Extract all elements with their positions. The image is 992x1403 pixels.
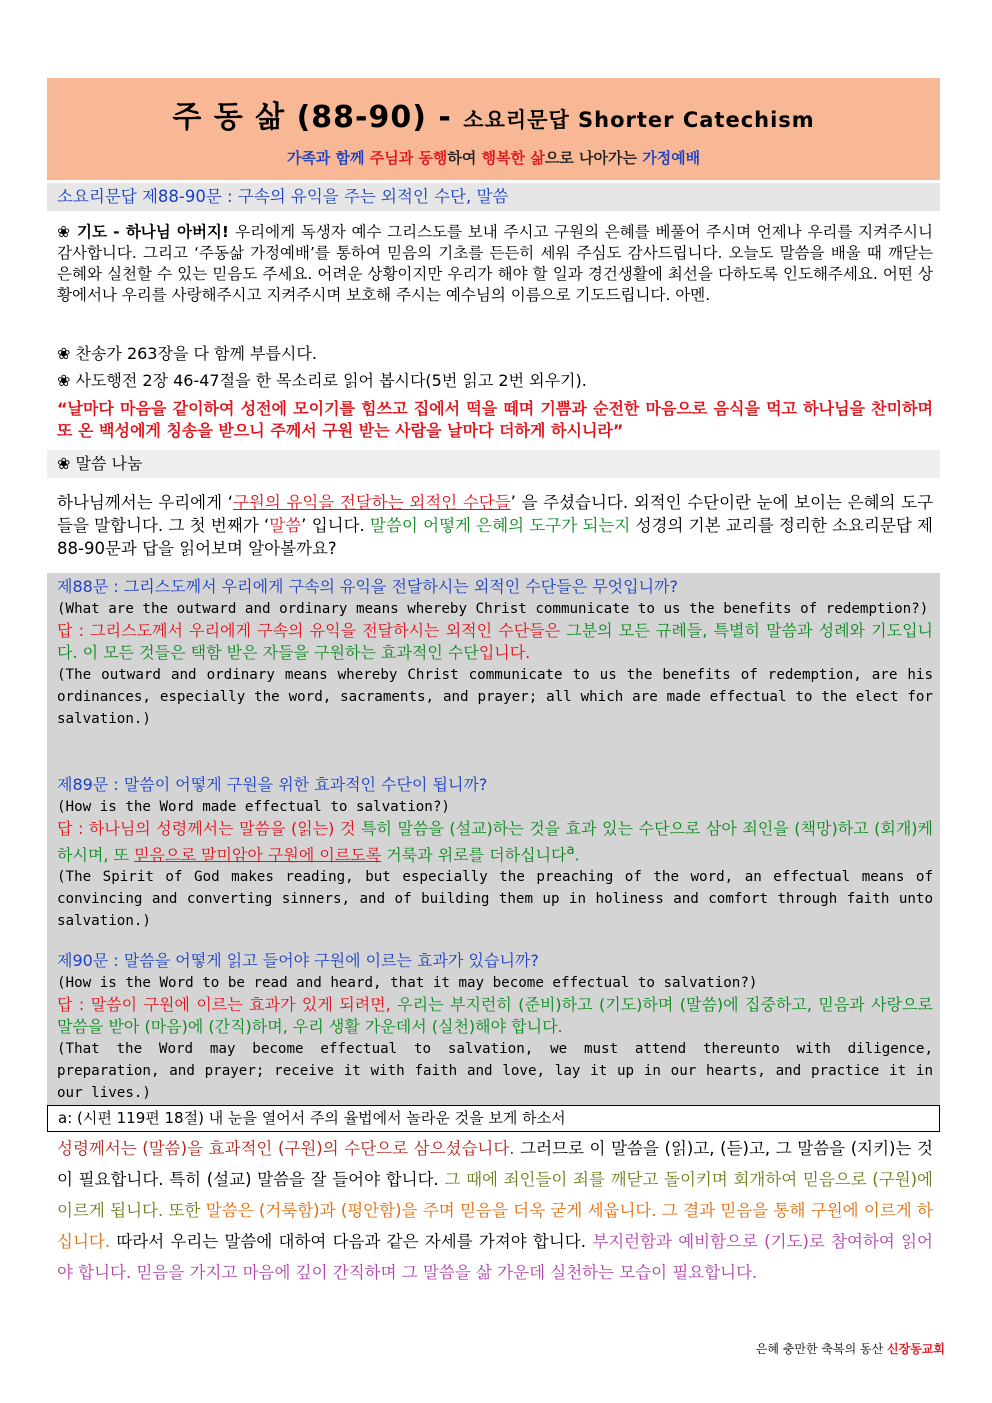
summary-3: 그 때에 죄인들이 죄를 깨닫고 돌이키며 회개하여 믿음으로 (구원)에 이르게 됩니다. 또한 [57,1170,933,1220]
qa-89 [57,774,933,932]
prayer-text: 우리에게 독생자 예수 그리스도를 보내 주시고 구원의 은혜를 베풀어 주시며 언제나 우리를 지켜주시니 감사합니다. 그리고 ‘주동삶 가정예배’를 통하여 믿음의 기초를 든든히 세워 주심도 감사드립니다. 오늘도 말씀을 배울 때 깨닫는 은혜와 실천할 수 있는 믿음도 주세요. 어려운 상황이지만 우리가 해야 할 일과 경건생활에 최선을 다하도록 인도해주세요. 어떤 상황에서나 우리를 사랑해주시고 지켜주시며 보호해 주시는 예수님의 이름으로 기도드립니다. 아멘. [57,223,933,304]
page-header [47,78,940,180]
intro-green: 말씀이 어떻게 은혜의 도구가 되는지 [370,516,631,535]
a89-part-b: 특히 말씀을 (설교)하는 것을 효과 있는 수단으로 삼아 죄인을 (책망)하고 (회개)케 하시며, 또 [57,819,934,865]
church-name: 신장동교회 [887,1342,945,1356]
summary-1: 성령께서는 (말씀)을 효과적인 (구원)의 수단으로 삼으셨습니다. [57,1139,515,1158]
title-main: 주 동 삶 (88-90) - [172,100,464,135]
footer-text: 은혜 충만한 축복의 동산 [755,1342,888,1356]
a89-part-a: 답 : 하나님의 성령께서는 말씀을 (읽는) 것 [57,819,361,838]
flower-bullet-icon: ❀ [57,223,71,241]
a89-answer [57,818,933,866]
a88-green: 그분의 모든 규례들, 특별히 말씀과 성례와 기도입니다. 이 모든 것들은 택함 받은 자들을 구원하는 효과적인 수단 [57,621,933,662]
subtitle-part: 하여 [447,149,482,167]
hymn-line: ❀ 찬송가 263장을 다 함께 부릅시다. [57,344,317,363]
page-title [47,92,940,136]
intro-text-2: ’ 을 주셨습니다. 외적인 수단이란 눈에 보이는 은혜의 도구들을 말합니다. 그 첫 번째가 ‘ [57,493,934,535]
qa-90 [57,950,933,1104]
a90-red: 답 : 말씀이 구원에 이르는 효과가 있게 되려면, [57,995,398,1014]
intro-underline: 구원의 유익을 전달하는 외적인 수단들 [232,493,511,512]
a90-english: (That the Word may become effectual to salvation, we must attend thereunto with diligence, preparation, and prayer; receive it with faith and love, lay it up in our hearts, and practice it in our lives.) [57,1041,933,1101]
scripture-quote: “날마다 마음을 같이하여 성전에 모이기를 힘쓰고 집에서 떡을 떼며 기쁨과 순전한 마음으로 음식을 먹고 하나님을 찬미하며 또 온 백성에게 칭송을 받으니 주께서 구원 받는 사람을 날마다 더하게 하시니라” [57,399,933,440]
footnote: a: (시편 119편 18절) 내 눈을 열어서 주의 율법에서 놀라운 것을 보게 하소서 [47,1105,940,1132]
qa-88 [57,576,933,730]
a89-footnote-mark: a [566,843,575,858]
intro-word: 말씀 [269,516,302,535]
summary-2: 그러므로 이 말씀을 (읽)고, (듣)고, 그 말씀을 (지키)는 것이 필요합니다. 특히 (설교) 말씀을 잘 들어야 합니다. [57,1139,933,1189]
prayer-paragraph [57,222,933,306]
share-title: ❀ 말씀 나눔 [47,450,940,478]
page-footer [756,1340,945,1357]
q89-title: 제89문 : 말씀이 어떻게 구원을 위한 효과적인 수단이 됩니까? [57,775,488,794]
q89-english: (How is the Word made effectual to salvation?) [57,799,450,815]
a89-part-c: 믿음으로 말미암아 구원에 이르도록 [134,845,382,865]
summary-4: 말씀은 (거룩함)과 (평안함)을 주며 믿음을 더욱 굳게 세웁니다. 그 결과 믿음을 통해 구원에 이르게 하십니다. [57,1201,933,1251]
summary-6: 부지런함과 예비함으로 (기도)로 참여하여 읽어야 합니다. 믿음을 가지고 마음에 깊이 간직하며 그 말씀을 삶 가운데 실천하는 모습이 필요합니다. [57,1232,933,1282]
subtitle-part: 으로 나아가는 [544,149,643,167]
intro-text-1: 하나님께서는 우리에게 ‘ [57,493,233,512]
subtitle-part: 가정예배 [642,149,701,167]
prayer-lead: 기도 - 하나님 아버지! [70,223,236,241]
page-subtitle [47,147,940,168]
a89-part-e: . [574,845,580,865]
q88-english: (What are the outward and ordinary means whereby Christ communicate to us the benefits of redemption?) [57,601,929,617]
intro-text-3: ’ 입니다. [301,516,371,535]
a89-english: (The Spirit of God makes reading, but especially the preaching of the word, an effectual means of convincing and converting sinners, and of building them up in holiness and comfort through faith unto salvation.) [57,869,933,930]
a88-answer [57,620,933,664]
intro-paragraph [57,491,933,560]
question-title: 소요리문답 제88-90문 : 구속의 유익을 주는 외적인 수단, 말씀 [47,183,940,211]
subtitle-part: 주님과 동행 [369,149,448,167]
summary-5: 따라서 우리는 말씀에 대하여 다음과 같은 자세를 가져야 합니다. [110,1232,586,1251]
a88-end: 입니다. [478,643,531,662]
q88-title: 제88문 : 그리스도께서 우리에게 구속의 유익을 전달하시는 외적인 수단들은 무엇입니까? [57,577,678,596]
summary-paragraph [57,1133,933,1288]
a89-part-d: 거룩과 위로를 더하십니다 [381,845,567,865]
q90-title: 제90문 : 말씀을 어떻게 읽고 들어야 구원에 이르는 효과가 있습니까? [57,951,539,970]
intro-text-4: 성경의 기본 교리를 정리한 소요리문답 제88-90문과 답을 읽어보며 알아볼까요? [57,516,933,558]
a90-answer [57,994,933,1038]
title-sub: 소요리문답 Shorter Catechism [463,108,815,132]
subtitle-part: 가족과 함께 [286,149,370,167]
a88-red: 답 : 그리스도께서 우리에게 구속의 유익을 전달하시는 외적인 수단들은 [57,621,567,640]
acts-line: ❀ 사도행전 2장 46-47절을 한 목소리로 읽어 봅시다(5번 읽고 2번 외우기). [57,371,587,390]
a88-english: (The outward and ordinary means whereby Christ communicate to us the benefits of redemption, are his ordinances, especially the word, sacraments, and prayer; all which are made effectual to the elect for salvation.) [57,667,933,727]
q90-english: (How is the Word to be read and heard, that it may become effectual to salvation?) [57,975,758,991]
a90-green: 우리는 부지런히 (준비)하고 (기도)하며 (말씀)에 집중하고, 믿음과 사랑으로 말씀을 받아 (마음)에 (간직)하며, 우리 생활 가운데서 (실천)해야 합니다. [57,995,934,1036]
subtitle-part: 행복한 삶 [481,149,545,167]
